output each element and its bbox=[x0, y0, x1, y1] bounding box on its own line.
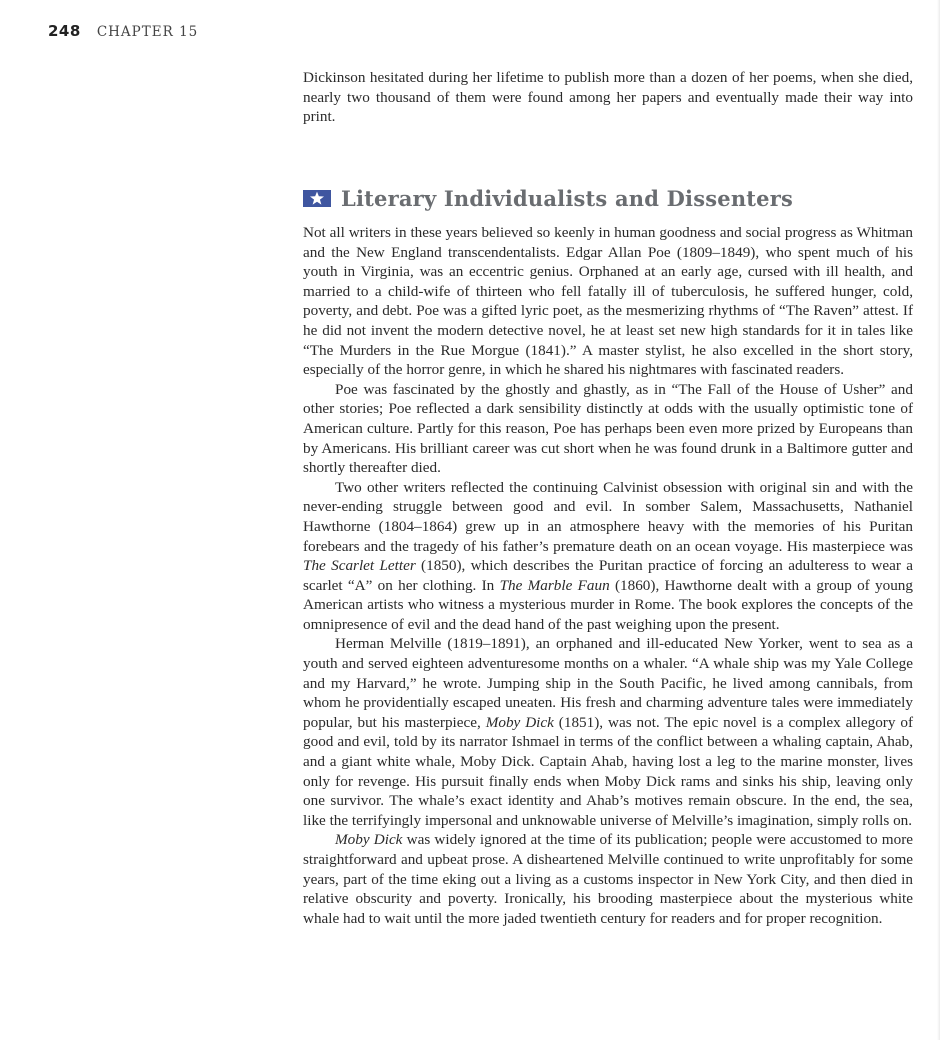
text-run: Herman Melville (1819–1891), an orphaned and ill-educated New Yorker, went to sea as a youth and served eighteen adventuresome months on a whaler. “A whale ship was my Yale College and my Harvard,” he wrote. Jumping ship in the South Pacific, he lived among cannibals, from whom he providentially escaped uneaten. His fresh and charming adventure tales were immediately popular, but his masterpiece, bbox=[303, 635, 913, 731]
italic-title: The Marble Faun bbox=[499, 576, 610, 594]
body-paragraph bbox=[303, 223, 913, 380]
intro-paragraph: Dickinson hesitated during her lifetime to publish more than a dozen of her poems, when she died, nearly two thousand of them were found among her papers and eventually made their way into print. bbox=[303, 69, 913, 126]
body-paragraph bbox=[303, 830, 913, 928]
body-paragraph bbox=[303, 478, 913, 635]
text-run: Poe was fascinated by the ghostly and ghastly, as in “The Fall of the House of Usher” and other stories; Poe reflected a dark sensibility distinctly at odds with the usually optimistic tone of American culture. Partly for this reason, Poe has perhaps been even more prized by Europeans than by Americans. His brilliant career was cut short when he was found drunk in a Baltimore gutter and shortly thereafter died. bbox=[303, 380, 913, 477]
intro-block bbox=[303, 68, 913, 127]
text-run: Not all writers in these years believed so keenly in human goodness and social progress as Whitman and the New England transcendentalists. Edgar Allan Poe (1809–1849), who spent much of his youth in Virginia, was an eccentric genius. Orphaned at an early age, cursed with ill health, and married to a child-wife of thirteen who fell fatally ill of tuberculosis, he suffered hunger, cold, poverty, and debt. Poe was a gifted lyric poet, as the mesmerizing rhythms of “The Raven” attest. If he did not invent the modern detective novel, he at least set new high standards for it in tales like “The Murders in the Rue Morgue (1841).” A master stylist, he also excelled in the short story, especially of the horror genre, in which he shared his nightmares with fascinated readers. bbox=[303, 224, 913, 379]
page-number: 248 bbox=[48, 22, 81, 40]
italic-title: The Scarlet Letter bbox=[303, 557, 416, 575]
chapter-label: CHAPTER 15 bbox=[96, 24, 199, 40]
text-run: (1850), which describes the Puritan practice of forcing an adulteress to wear a scarlet “A” on her clothing. In bbox=[303, 557, 913, 594]
section-literary-individualists bbox=[303, 184, 913, 928]
body-paragraph bbox=[303, 634, 913, 830]
section-title: Literary Individualists and Dissenters bbox=[341, 185, 794, 211]
italic-title: Moby Dick bbox=[335, 831, 403, 849]
body-paragraph bbox=[303, 380, 913, 478]
section-heading bbox=[303, 184, 913, 212]
star-icon bbox=[303, 190, 331, 207]
italic-title: Moby Dick bbox=[485, 713, 554, 731]
running-head bbox=[48, 22, 198, 40]
section-body bbox=[303, 223, 913, 928]
text-run: was widely ignored at the time of its publication; people were accustomed to more straightforward and upbeat prose. A disheartened Melville continued to write unprofitably for some years, part of the time eking out a living as a customs inspector in New York City, and then died in relative obscurity and poverty. Ironically, his brooding masterpiece about the mysterious white whale had to wait until the more jaded twentieth century for readers and for proper recognition. bbox=[303, 831, 914, 927]
text-run: (1860), Hawthorne dealt with a group of young American artists who witness a mysterious murder in Rome. The book explores the concepts of the omnipresence of evil and the dead hand of the past weighing upon the present. bbox=[303, 576, 913, 633]
text-run: Two other writers reflected the continuing Calvinist obsession with original sin and with the never-ending struggle between good and evil. In somber Salem, Massachusetts, Nathaniel Hawthorne (1804–1864) grew up in an atmosphere heavy with the memories of his Puritan forebears and the tragedy of his father’s premature death on an ocean voyage. His masterpiece was bbox=[303, 478, 913, 555]
text-run: (1851), was not. The epic novel is a complex allegory of good and evil, told by its narrator Ishmael in terms of the conflict between a whaling captain, Ahab, and a giant white whale, Moby Dick. Captain Ahab, having lost a leg to the marine monster, lives only for revenge. His pursuit finally ends when Moby Dick rams and sinks his ship, leaving only one survivor. The whale’s exact identity and Ahab’s motives remain obscure. In the end, the sea, like the terrifyingly impersonal and unknowable universe of Melville’s imagination, simply rolls on. bbox=[303, 713, 914, 829]
